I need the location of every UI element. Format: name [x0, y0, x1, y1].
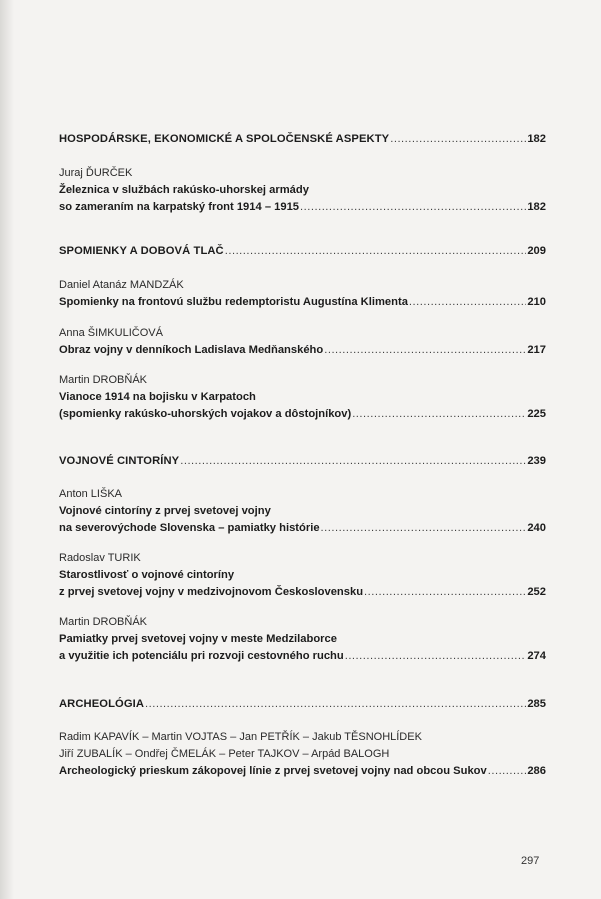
section-title: ARCHEOLÓGIA [59, 698, 145, 710]
section-page: 239 [527, 455, 546, 467]
leader-dots [364, 584, 526, 601]
section-heading [59, 696, 546, 713]
entry-title: Starostlivosť o vojnové cintoríny [59, 569, 235, 581]
section-heading [59, 453, 546, 470]
entry-author: Anna ŠIMKULIČOVÁ [59, 327, 163, 339]
entry-author: Radim KAPAVÍK – Martin VOJTAS – Jan PETŘÍK – Jakub TĚSNOHLÍDEK [59, 731, 422, 743]
section-title: SPOMIENKY A DOBOVÁ TLAČ [59, 245, 224, 257]
entry-title: so zameraním na karpatský front 1914 – 1915 [59, 201, 300, 213]
toc-entry [59, 277, 546, 311]
leader-dots [145, 696, 526, 713]
entry-title: (spomienky rakúsko-uhorských vojakov a dôstojníkov) [59, 408, 352, 420]
leader-dots [180, 453, 526, 470]
entry-page: 210 [527, 296, 546, 308]
toc-entry [59, 325, 546, 359]
section-heading [59, 131, 546, 148]
leader-dots [409, 294, 526, 311]
entry-title: na severovýchode Slovenska – pamiatky histórie [59, 522, 320, 534]
entry-title: z prvej svetovej vojny v medzivojnovom Československu [59, 586, 364, 598]
toc-entry [59, 372, 546, 423]
entry-title: Pamiatky prvej svetovej vojny v meste Medzilaborce [59, 633, 337, 645]
entry-title: Archeologický prieskum zákopovej línie z prvej svetovej vojny nad obcou Sukov [59, 765, 487, 777]
entry-page: 225 [527, 408, 546, 420]
entry-title: Obraz vojny v denníkoch Ladislava Medňanského [59, 344, 324, 356]
leader-dots [324, 342, 526, 359]
toc-entry [59, 729, 546, 780]
entry-title: Vianoce 1914 na bojisku v Karpatoch [59, 391, 256, 403]
leader-dots [352, 406, 526, 423]
entry-title: Spomienky na frontovú službu redemptoristu Augustína Klimenta [59, 296, 408, 308]
leader-dots [300, 199, 526, 216]
entry-page: 182 [527, 201, 546, 213]
entry-author: Juraj ĎURČEK [59, 167, 133, 179]
toc-entry [59, 486, 546, 537]
entry-page: 217 [527, 344, 546, 356]
entry-page: 252 [527, 586, 546, 598]
section-page: 209 [527, 245, 546, 257]
entry-author: Radoslav TURIK [59, 552, 141, 564]
section-title: VOJNOVÉ CINTORÍNY [59, 455, 180, 467]
leader-dots [345, 648, 527, 665]
entry-title: Vojnové cintoríny z prvej svetovej vojny [59, 505, 271, 517]
section-heading [59, 243, 546, 260]
toc-entry [59, 550, 546, 601]
page-edge-shadow [0, 0, 14, 899]
entry-title: a využitie ich potenciálu pri rozvoji cestovného ruchu [59, 650, 344, 662]
leader-dots [321, 520, 527, 537]
leader-dots [488, 763, 527, 780]
toc-entry [59, 165, 546, 216]
section-page: 182 [527, 133, 546, 145]
leader-dots [390, 131, 526, 148]
entry-author: Jiří ZUBALÍK – Ondřej ČMELÁK – Peter TAJKOV – Arpád BALOGH [59, 748, 390, 760]
entry-page: 274 [527, 650, 546, 662]
entry-page: 286 [527, 765, 546, 777]
entry-author: Martin DROBŇÁK [59, 616, 148, 628]
page-number: 297 [521, 855, 540, 867]
entry-author: Anton LIŠKA [59, 488, 122, 500]
section-page: 285 [527, 698, 546, 710]
entry-author: Martin DROBŇÁK [59, 374, 148, 386]
entry-title: Železnica v službách rakúsko-uhorskej armády [59, 184, 309, 196]
entry-author: Daniel Atanáz MANDZÁK [59, 279, 184, 291]
entry-page: 240 [527, 522, 546, 534]
leader-dots [225, 243, 527, 260]
toc-entry [59, 614, 546, 665]
section-title: HOSPODÁRSKE, EKONOMICKÉ A SPOLOČENSKÉ ASPEKTY [59, 133, 390, 145]
